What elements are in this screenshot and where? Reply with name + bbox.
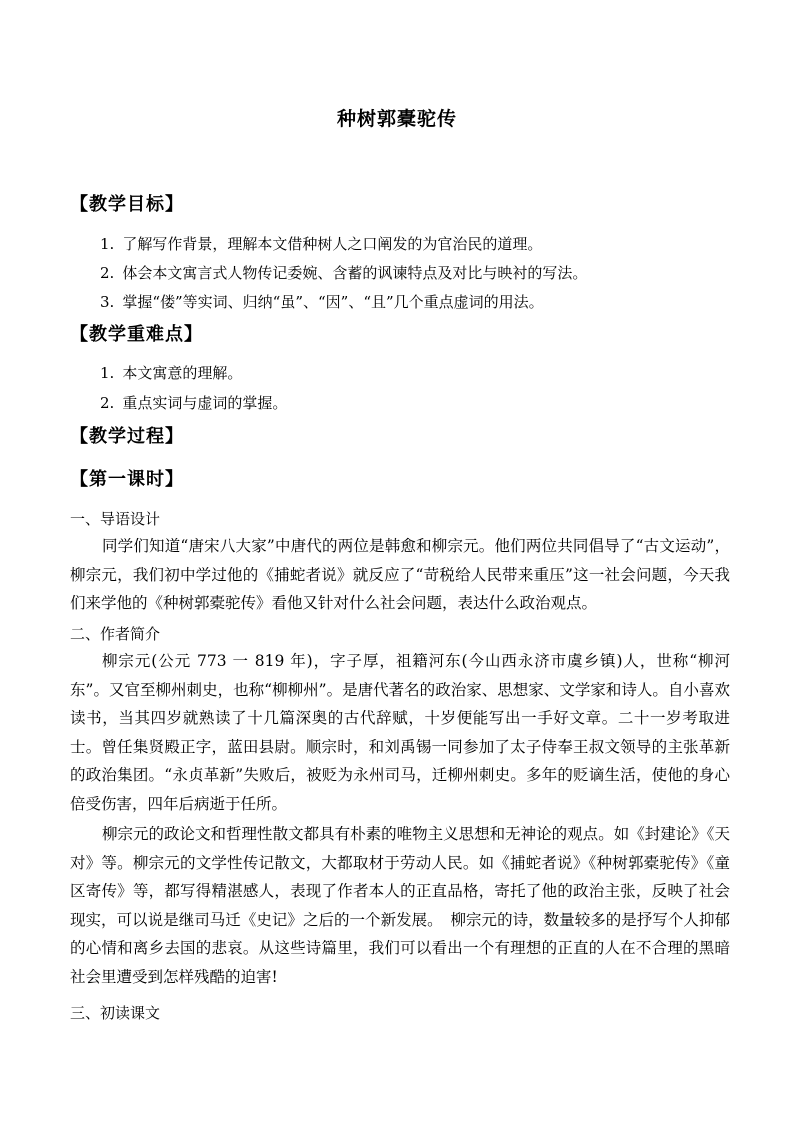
difficulty-text: 重点实词与虚词的掌握。: [122, 394, 288, 412]
intro-section-title: 一、导语设计: [70, 510, 161, 528]
key-difficulties-heading: 【教学重难点】: [70, 324, 203, 345]
goal-number: 3.: [100, 293, 115, 311]
difficulty-number: 2.: [100, 394, 115, 412]
difficulty-number: 1.: [100, 364, 115, 382]
goal-item: [100, 262, 587, 283]
difficulty-item: [100, 392, 287, 413]
difficulty-item: [100, 362, 242, 383]
goal-text: 体会本文寓言式人物传记委婉、含蓄的讽谏特点及对比与映衬的写法。: [122, 264, 588, 282]
author-paragraph-1: 柳宗元(公元 773 一 819 年)，字子厚，祖籍河东(今山西永济市虞乡镇)人，世称“柳河东”。又官至柳州刺史，也称“柳柳州”。是唐代著名的政治家、思想家、文学家和诗人。自小喜欢读书，当其四岁就熟读了十几篇深奥的古代辞赋，十岁便能写出一手好文章。二十一岁考取进士。曾任集贤殿正字，蓝田县尉。顺宗时，和刘禹锡一同参加了太子侍奉王叔文领导的主张革新的政治集团。“永贞革新”失败后，被贬为永州司马，迁柳州刺史。多年的贬谪生活，使他的身心倍受伤害，四年后病逝于任所。: [70, 652, 730, 813]
teaching-goals-heading: 【教学目标】: [70, 194, 184, 215]
author-paragraph-2: 柳宗元的政论文和哲理性散文都具有朴素的唯物主义思想和无神论的观点。如《封建论》《天对》等。柳宗元的文学性传记散文，大都取材于劳动人民。如《捕蛇者说》《种树郭橐驼传》《童区寄传》等，都写得精湛感人，表现了作者本人的正直品格，寄托了他的政治主张，反映了社会现实，可以说是继司马迁《史记》之后的一个新发展。 柳宗元的诗，数量较多的是抒写个人抑郁的心情和离乡去国的悲哀。从这些诗篇里，我们可以看出一个有理想的正直的人在不合理的黑暗社会里遭受到怎样残酷的迫害!: [70, 825, 730, 986]
reading-section-title: 三、初读课文: [70, 1004, 161, 1022]
goal-text: 掌握“偻”等实词、归纳“虽”、“因”、“且”几个重点虚词的用法。: [122, 293, 544, 311]
intro-paragraph: 同学们知道“唐宋八大家”中唐代的两位是韩愈和柳宗元。他们两位共同倡导了“古文运动”，柳宗元，我们初中学过他的《捕蛇者说》就反应了“苛税给人民带来重压”这一社会问题，今天我们来学他的《种树郭橐驼传》看他又针对什么社会问题，表达什么政治观点。: [70, 537, 730, 613]
author-section-title: 二、作者简介: [70, 625, 161, 643]
teaching-process-heading: 【教学过程】: [70, 426, 184, 447]
goal-text: 了解写作背景，理解本文借种树人之口阐发的为官治民的道理。: [122, 235, 543, 253]
document-title: 种树郭橐驼传: [336, 108, 457, 130]
goal-number: 1.: [100, 235, 115, 253]
first-lesson-heading: 【第一课时】: [70, 469, 184, 490]
goal-item: [100, 233, 542, 254]
goal-item: [100, 291, 544, 312]
goal-number: 2.: [100, 264, 115, 282]
difficulty-text: 本文寓意的理解。: [122, 364, 243, 382]
